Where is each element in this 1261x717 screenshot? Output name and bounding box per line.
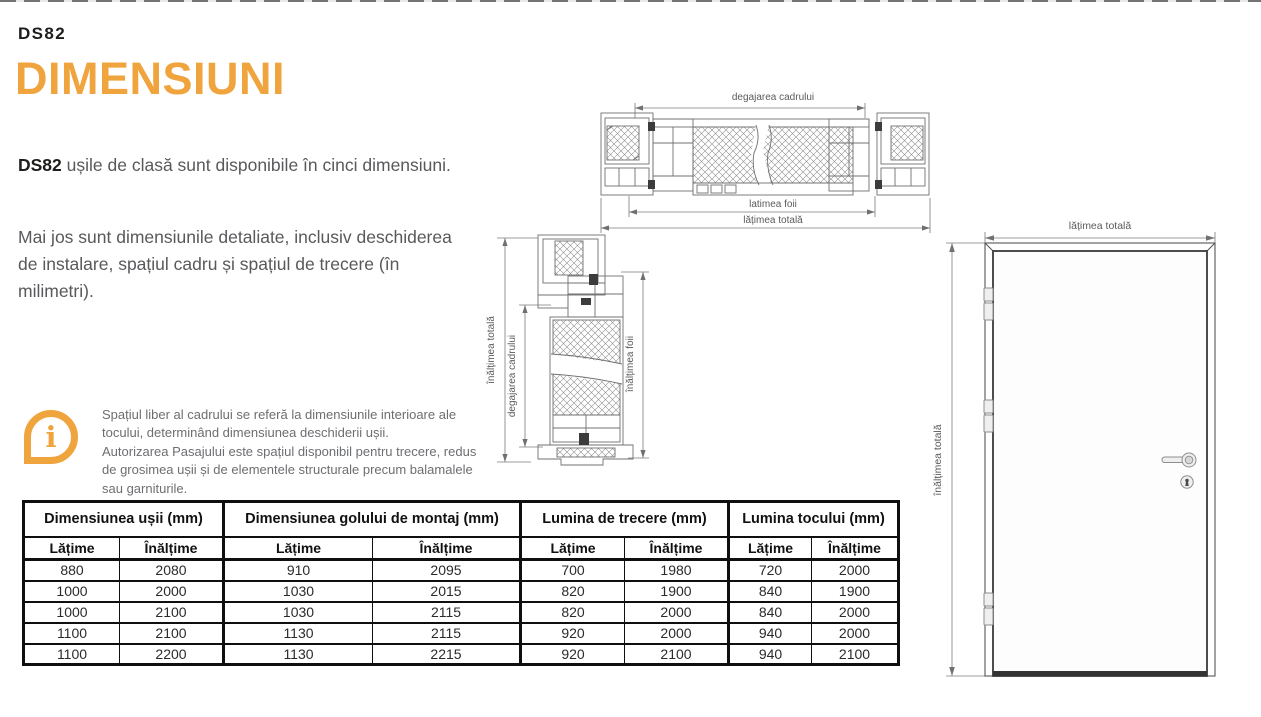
column-header: Înălțime <box>373 537 521 560</box>
dim-label-door-total-height: înălțimea totală <box>932 424 944 496</box>
table-cell: 2000 <box>120 581 224 602</box>
group-header-frame-clearance: Lumina tocului (mm) <box>729 502 899 537</box>
column-header: Înălțime <box>812 537 899 560</box>
table-cell: 820 <box>521 581 625 602</box>
intro-product-code: DS82 <box>18 154 62 175</box>
table-cell: 2000 <box>625 623 729 644</box>
column-header: Lățime <box>224 537 373 560</box>
table-cell: 2215 <box>373 644 521 665</box>
column-header: Înălțime <box>625 537 729 560</box>
table-cell: 840 <box>729 581 812 602</box>
table-cell: 2100 <box>120 602 224 623</box>
door-drawing <box>923 210 1261 690</box>
table-cell: 1100 <box>24 623 120 644</box>
table-row <box>24 581 899 602</box>
product-code: DS82 <box>18 24 67 43</box>
table-cell: 840 <box>729 602 812 623</box>
table-cell: 940 <box>729 623 812 644</box>
dim-label-leaf-height: înălțimea foii <box>625 335 636 393</box>
intro-text: ușile de clasă sunt disponibile în cinci dimensiuni. <box>61 154 451 175</box>
table-cell: 920 <box>521 623 625 644</box>
table-cell: 1100 <box>24 644 120 665</box>
table-cell: 880 <box>24 560 120 581</box>
table-cell: 1130 <box>224 623 373 644</box>
table-cell: 2000 <box>812 623 899 644</box>
table-row <box>24 560 899 581</box>
dimensions-table <box>22 500 900 666</box>
info-note-line-1: Spațiul liber al cadrului se referă la dimensiunile interioare ale tocului, determinând dimensiunea deschiderii ușii. <box>102 407 457 441</box>
table-row <box>24 602 899 623</box>
page-top-edge <box>0 0 1261 2</box>
table-cell: 1900 <box>625 581 729 602</box>
table-cell: 1900 <box>812 581 899 602</box>
table-cell: 1000 <box>24 602 120 623</box>
dim-label-door-total-width: lățimea totală <box>1068 220 1132 232</box>
column-header: Lățime <box>521 537 625 560</box>
page-title: DIMENSIUNI <box>15 53 286 104</box>
door-bottom-edge <box>993 671 1207 676</box>
table-cell: 2000 <box>812 602 899 623</box>
table-row <box>24 623 899 644</box>
dim-label-frame-clearance: degajarea cadrului <box>731 92 815 103</box>
dim-label-total-height: înălțimea totală <box>486 316 497 384</box>
table-cell: 720 <box>729 560 812 581</box>
table-cell: 2100 <box>120 623 224 644</box>
table-cell: 820 <box>521 602 625 623</box>
group-header-installation-opening: Dimensiunea golului de montaj (mm) <box>224 502 521 537</box>
table-cell: 940 <box>729 644 812 665</box>
group-header-passage-clearance: Lumina de trecere (mm) <box>521 502 729 537</box>
table-cell: 910 <box>224 560 373 581</box>
body-paragraph: Mai jos sunt dimensiunile detaliate, inclusiv deschiderea de instalare, spațiul cadru și spațiul de trecere (în milimetri). <box>18 226 452 301</box>
table-group-header-row <box>24 502 899 537</box>
table-cell: 2100 <box>812 644 899 665</box>
table-cell: 2000 <box>812 560 899 581</box>
column-header: Lățime <box>24 537 120 560</box>
column-header: Înălțime <box>120 537 224 560</box>
table-body <box>24 560 899 665</box>
table-cell: 1030 <box>224 602 373 623</box>
info-note-text <box>102 406 479 498</box>
table-cell: 2115 <box>373 602 521 623</box>
table-cell: 1000 <box>24 581 120 602</box>
dim-label-total-width: lățimea totală <box>743 215 803 226</box>
dim-label-frame-clearance-v: degajarea cadrului <box>507 334 518 418</box>
info-icon: i <box>24 410 78 464</box>
table-cell: 700 <box>521 560 625 581</box>
table-cell: 920 <box>521 644 625 665</box>
table-cell: 1030 <box>224 581 373 602</box>
column-header: Lățime <box>729 537 812 560</box>
table-cell: 2095 <box>373 560 521 581</box>
table-cell: 2000 <box>625 602 729 623</box>
door-keyhole <box>1181 476 1193 488</box>
table-cell: 1980 <box>625 560 729 581</box>
table-cell: 1130 <box>224 644 373 665</box>
intro-paragraph <box>18 152 473 179</box>
table-cell: 2015 <box>373 581 521 602</box>
group-header-door-size: Dimensiunea ușii (mm) <box>24 502 224 537</box>
info-note <box>24 406 479 498</box>
table-row <box>24 644 899 665</box>
dim-label-leaf-width: latimea foii <box>749 199 797 210</box>
table-cell: 2200 <box>120 644 224 665</box>
table-cell: 2100 <box>625 644 729 665</box>
vertical-section-drawing <box>483 214 663 474</box>
table-cell: 2115 <box>373 623 521 644</box>
info-note-line-2: Autorizarea Pasajului este spațiul disponibil pentru trecere, redus de grosimea ușii și de elementele structurale precum balamalele sau garniturile. <box>102 443 477 496</box>
door-leaf <box>993 251 1207 676</box>
table-cell: 2080 <box>120 560 224 581</box>
table-subheader-row <box>24 537 899 560</box>
